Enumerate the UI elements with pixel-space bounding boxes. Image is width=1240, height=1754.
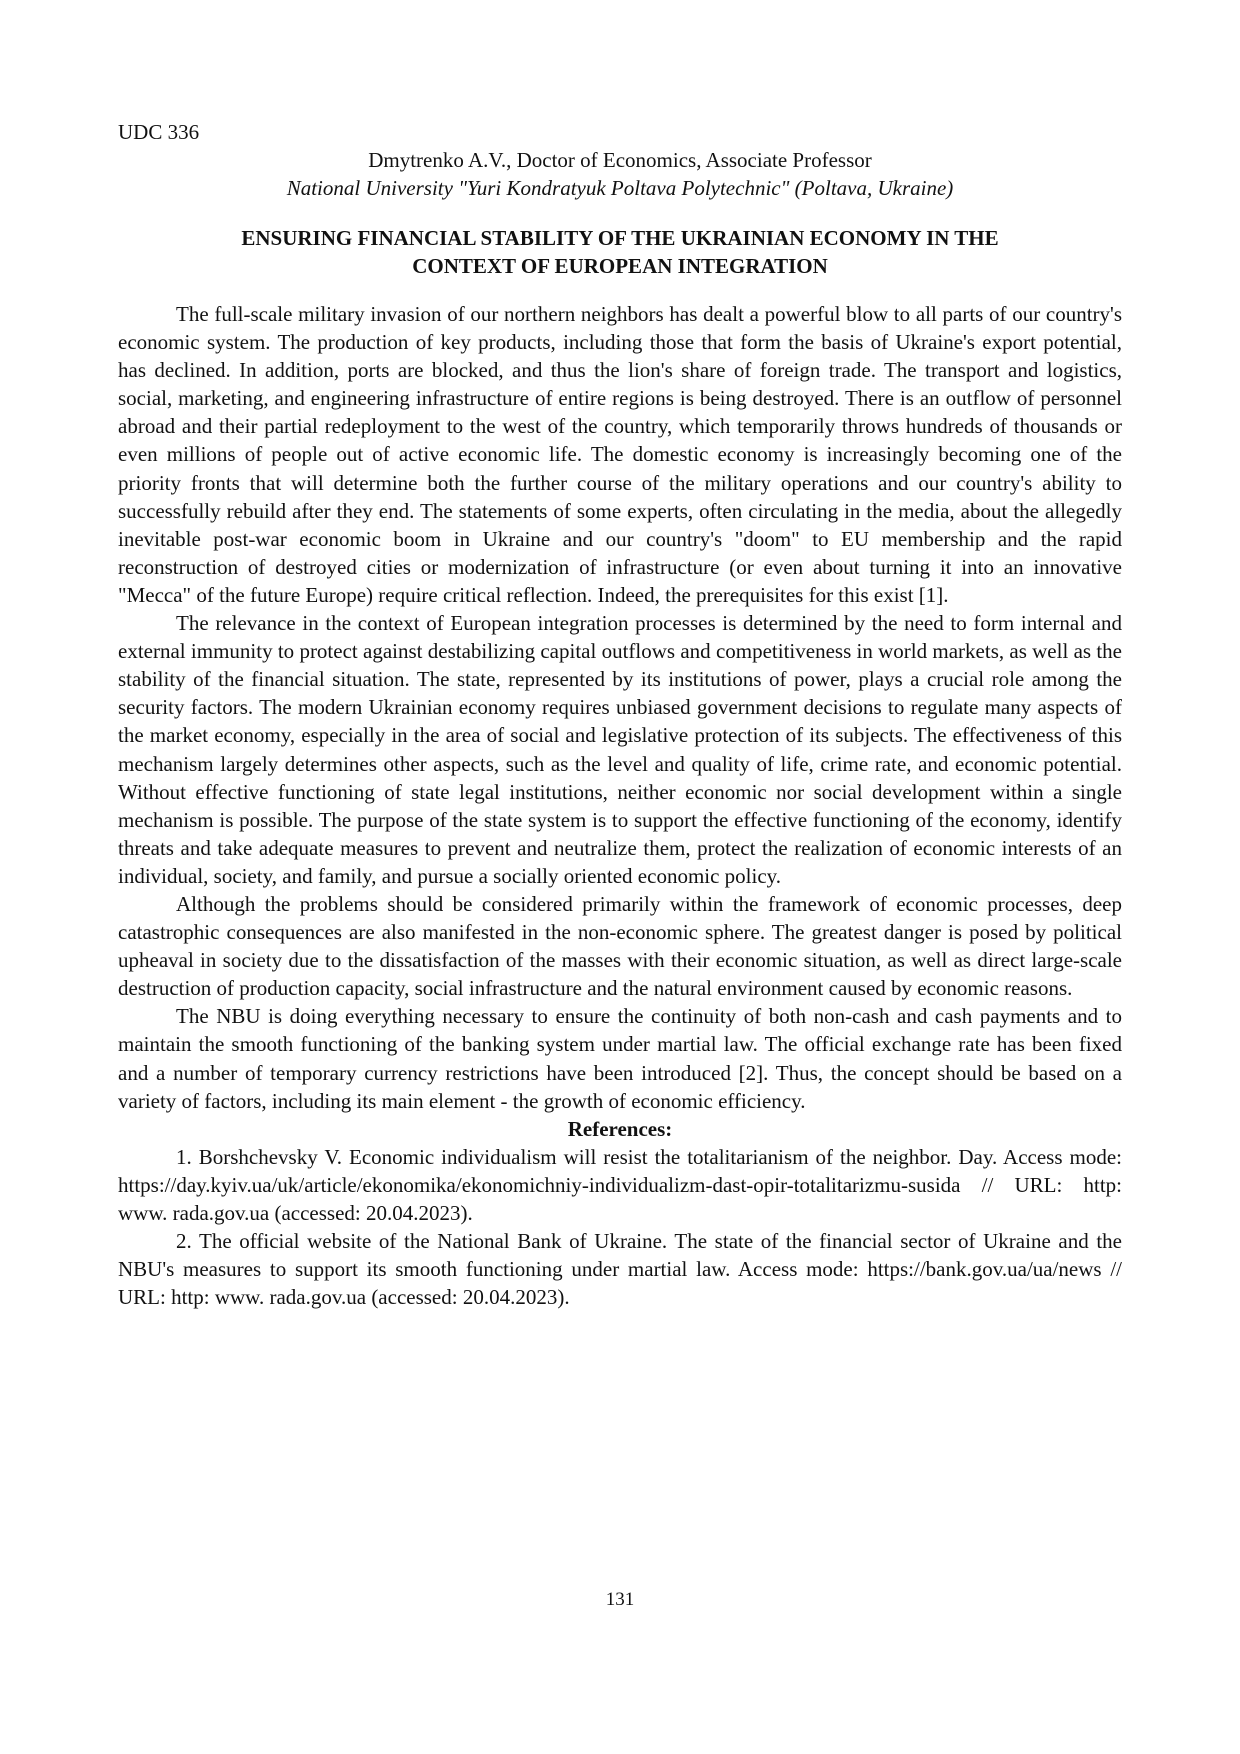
body-text	[118, 300, 1122, 1311]
page-number: 131	[605, 1589, 635, 1610]
references-heading: References:	[567, 1116, 673, 1141]
paragraph-2: The relevance in the context of European integration processes is determined by the need to form internal and external immunity to protect against destabilizing capital outflows and competitiveness in world markets, as well as the stability of the financial situation. The state, represented by its institutions of power, plays a crucial role among the security factors. The modern Ukrainian economy requires unbiased government decisions to regulate many aspects of the market economy, especially in the area of social and legislative protection of its subjects. The effectiveness of this mechanism largely determines other aspects, such as the level and quality of life, crime rate, and economic potential. Without effective functioning of state legal institutions, neither economic nor social development within a single mechanism is possible. The purpose of the state system is to support the effective functioning of the economy, identify threats and take adequate measures to prevent and neutralize them, protect the realization of economic interests of an individual, society, and family, and pursue a socially oriented economic policy.	[118, 611, 1122, 888]
paper-title-line-1: ENSURING FINANCIAL STABILITY OF THE UKRAINIAN ECONOMY IN THE	[241, 226, 999, 250]
paragraph-3: Although the problems should be considered primarily within the framework of economic processes, deep catastrophic consequences are also manifested in the non-economic sphere. The greatest danger is posed by political upheaval in society due to the dissatisfaction of the masses with their economic situation, as well as direct large-scale destruction of production capacity, social infrastructure and the natural environment caused by economic reasons.	[118, 891, 1122, 1001]
reference-1: 1. Borshchevsky V. Economic individualism will resist the totalitarianism of the neighbor. Day. Access mode: https://day.kyiv.ua/uk/article/ekonomika/ekonomichniy-individualizm-dast-opir-totalitarizmu-susida // URL: http: www. rada.gov.ua (accessed: 20.04.2023).	[118, 1144, 1122, 1225]
paper-title	[118, 224, 1122, 280]
paragraph-4: The NBU is doing everything necessary to ensure the continuity of both non-cash and cash payments and to maintain the smooth functioning of the banking system under martial law. The official exchange rate has been fixed and a number of temporary currency restrictions have been introduced [2]. Thus, the concept should be based on a variety of factors, including its main element - the growth of economic efficiency.	[118, 1004, 1122, 1113]
paper-page	[118, 118, 1122, 1311]
udc-code: UDC 336	[118, 120, 200, 144]
paper-title-line-2: CONTEXT OF EUROPEAN INTEGRATION	[412, 254, 828, 278]
author-line: Dmytrenko A.V., Doctor of Economics, Associate Professor	[368, 148, 872, 172]
reference-2: 2. The official website of the National Bank of Ukraine. The state of the financial sector of Ukraine and the NBU's measures to support its smooth functioning under martial law. Access mode: https://bank.gov.ua/ua/news // URL: http: www. rada.gov.ua (accessed: 20.04.2023).	[118, 1229, 1122, 1310]
affiliation-line: National University "Yuri Kondratyuk Poltava Polytechnic" (Poltava, Ukraine)	[286, 176, 954, 200]
paragraph-1: The full-scale military invasion of our northern neighbors has dealt a powerful blow to all parts of our country's economic system. The production of key products, including those that form the basis of Ukraine's export potential, has declined. In addition, ports are blocked, and thus the lion's share of foreign trade. The transport and logistics, social, marketing, and engineering infrastructure of entire regions is being destroyed. There is an outflow of personnel abroad and their partial redeployment to the west of the country, which temporarily throws hundreds of thousands or even millions of people out of active economic life. The domestic economy is increasingly becoming one of the priority fronts that will determine both the further course of the military operations and our country's ability to successfully rebuild after they end. The statements of some experts, often circulating in the media, about the allegedly inevitable post-war economic boom in Ukraine and our country's "doom" to EU membership and the rapid reconstruction of destroyed cities or modernization of infrastructure (or even about turning it into an innovative "Mecca" of the future Europe) require critical reflection. Indeed, the prerequisites for this exist [1].	[118, 302, 1122, 607]
